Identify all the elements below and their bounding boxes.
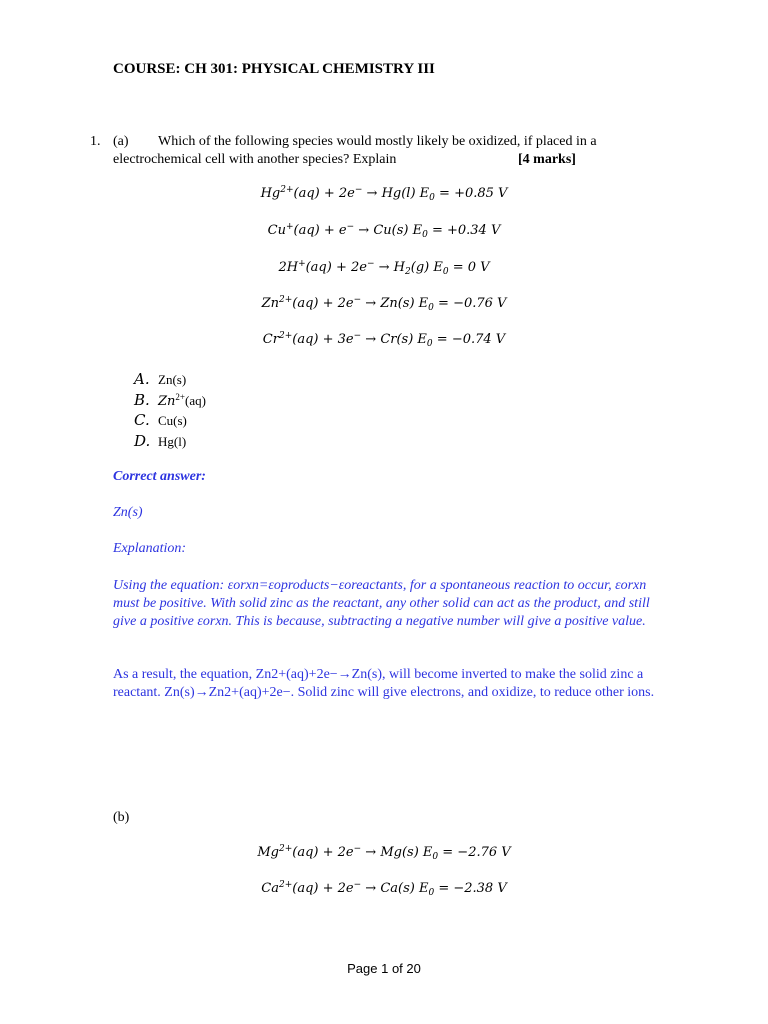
equation-cr: $Cr^{2+}(aq) + 3e^- \to Cr(s) E_0 = -0.74$ V <box>262 331 506 349</box>
equation-zn: $Zn^{2+}(aq) + 2e^- \to Zn(s) E_0 = -0.76$ V <box>261 295 507 313</box>
option-d: D. Hg(l) <box>134 432 187 450</box>
question-part-label: (a) <box>113 134 129 149</box>
equation-hg: $Hg^{2+}(aq) + 2e^- \to Hg(l) E_0 = +0.85$ V <box>260 185 508 203</box>
question-number: 1. <box>90 134 101 149</box>
equation-mg: $Mg^{2+}(aq) + 2e^- \to Mg(s) E_0 = -2.76$ V <box>257 844 511 862</box>
explanation-paragraph-2: As a result, the equation, Zn2+(aq)+2e−→Zn(s), will become inverted to make the solid zinc a reactant. Zn(s)→Zn2+(aq)+2e−. Solid zinc will give electrons, and oxidize, to reduce other ions. <box>113 667 655 700</box>
option-b: B. $Zn^{2+}(aq)$ <box>134 391 206 409</box>
equation-cu: Cu+(aq) + e− → Cu(s) $E_0 = +0.34$ V <box>267 222 501 240</box>
correct-answer-label: Correct answer: <box>113 469 206 484</box>
explanation-paragraph-1: Using the equation: εorxn=εoproducts−εoreactants, for a spontaneous reaction to occur, εorxn must be positive. With solid zinc as the reactant, any other solid can act as the product, and still give a positive εorxn. This is because, subtracting a negative number will give a positive value. <box>113 578 650 629</box>
part-b-label: (b) <box>113 810 130 825</box>
marks-label: [4 marks] <box>518 152 576 167</box>
correct-answer-value: Zn(s) <box>113 505 143 520</box>
equation-ca: $Ca^{2+}(aq) + 2e^- \to Ca(s) E_0 = -2.38$ V <box>261 880 507 898</box>
question-text-line-1: Which of the following species would mostly likely be oxidized, if placed in a <box>158 134 597 149</box>
option-c: C. Cu(s) <box>134 411 187 429</box>
page-footer: Page 1 of 20 <box>347 961 421 976</box>
question-text-line-2: electrochemical cell with another species? Explain <box>113 152 397 167</box>
option-a: A. Zn(s) <box>134 370 187 388</box>
equation-h: $2H^+(aq) + 2e^- \to H_2(g) E_0 = 0$ V <box>278 259 490 277</box>
explanation-label: Explanation: <box>113 541 187 556</box>
course-title: COURSE: CH 301: PHYSICAL CHEMISTRY III <box>113 61 435 77</box>
